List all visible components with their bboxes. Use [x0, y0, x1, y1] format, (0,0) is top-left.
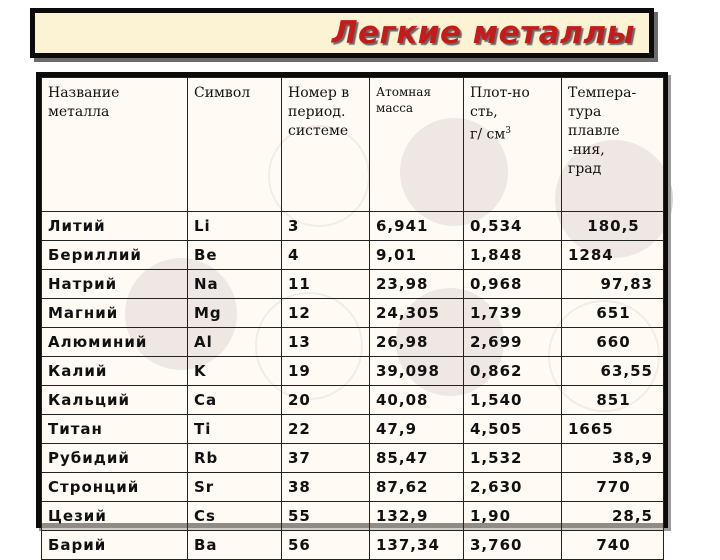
- cell-symbol: Li: [188, 212, 282, 241]
- cell-mass: 6,941: [370, 212, 464, 241]
- header-mass: Атомная масса: [370, 78, 464, 212]
- cell-name: Стронций: [42, 473, 188, 502]
- cell-number: 56: [282, 531, 370, 560]
- cell-melting: 660: [562, 328, 664, 357]
- cell-melting: 38,9: [562, 444, 664, 473]
- cell-number: 3: [282, 212, 370, 241]
- cell-number: 12: [282, 299, 370, 328]
- cell-number: 4: [282, 241, 370, 270]
- cell-density: 2,699: [464, 328, 562, 357]
- table-row: [42, 357, 664, 386]
- cell-mass: 39,098: [370, 357, 464, 386]
- header-name: Название металла: [42, 78, 188, 212]
- cell-mass: 26,98: [370, 328, 464, 357]
- cell-name: Цезий: [42, 502, 188, 531]
- cell-density: 0,534: [464, 212, 562, 241]
- cell-melting: 770: [562, 473, 664, 502]
- cell-symbol: Mg: [188, 299, 282, 328]
- cell-density: 1,90: [464, 502, 562, 531]
- cell-name: Рубидий: [42, 444, 188, 473]
- table-row: [42, 270, 664, 299]
- cell-mass: 40,08: [370, 386, 464, 415]
- table-row: [42, 328, 664, 357]
- cell-symbol: Al: [188, 328, 282, 357]
- cell-name: Литий: [42, 212, 188, 241]
- table-row: [42, 212, 664, 241]
- table-row: [42, 299, 664, 328]
- table-row: [42, 241, 664, 270]
- cell-number: 13: [282, 328, 370, 357]
- header-melting: Темпера- тура плавле -ния, град: [562, 78, 664, 212]
- cell-name: Натрий: [42, 270, 188, 299]
- cell-name: Калий: [42, 357, 188, 386]
- cell-melting: 651: [562, 299, 664, 328]
- cell-symbol: Sr: [188, 473, 282, 502]
- cell-name: Магний: [42, 299, 188, 328]
- cell-mass: 24,305: [370, 299, 464, 328]
- cell-name: Бериллий: [42, 241, 188, 270]
- cell-symbol: Ba: [188, 531, 282, 560]
- cell-melting: 1665: [562, 415, 664, 444]
- cell-density: 1,739: [464, 299, 562, 328]
- cell-symbol: Ca: [188, 386, 282, 415]
- cell-symbol: Rb: [188, 444, 282, 473]
- cell-number: 55: [282, 502, 370, 531]
- cell-mass: 87,62: [370, 473, 464, 502]
- cell-density: 0,862: [464, 357, 562, 386]
- header-number: Номер в период. системе: [282, 78, 370, 212]
- cell-number: 19: [282, 357, 370, 386]
- cell-density: 4,505: [464, 415, 562, 444]
- cell-density: 2,630: [464, 473, 562, 502]
- cell-symbol: K: [188, 357, 282, 386]
- metals-table-frame: [36, 72, 668, 554]
- cell-symbol: Be: [188, 241, 282, 270]
- cell-number: 11: [282, 270, 370, 299]
- cell-symbol: Ti: [188, 415, 282, 444]
- cell-density: 1,532: [464, 444, 562, 473]
- cell-name: Барий: [42, 531, 188, 560]
- table-row: [42, 502, 664, 531]
- cell-melting: 851: [562, 386, 664, 415]
- cell-density: 0,968: [464, 270, 562, 299]
- cell-melting: 63,55: [562, 357, 664, 386]
- table-row: [42, 415, 664, 444]
- cell-mass: 47,9: [370, 415, 464, 444]
- cell-melting: 1284: [562, 241, 664, 270]
- table-row: [42, 473, 664, 502]
- table-header-row: [42, 78, 664, 212]
- cell-density: 1,540: [464, 386, 562, 415]
- metals-table: [41, 77, 664, 560]
- cell-number: 38: [282, 473, 370, 502]
- header-symbol: Символ: [188, 78, 282, 212]
- cell-melting: 180,5: [562, 212, 664, 241]
- cell-mass: 132,9: [370, 502, 464, 531]
- header-density: Плот-но сть, г/ $см^3$: [464, 78, 562, 212]
- cell-symbol: Cs: [188, 502, 282, 531]
- cell-melting: 740: [562, 531, 664, 560]
- cell-mass: 9,01: [370, 241, 464, 270]
- table-row: [42, 386, 664, 415]
- cell-melting: 28,5: [562, 502, 664, 531]
- cell-density: 1,848: [464, 241, 562, 270]
- cell-number: 22: [282, 415, 370, 444]
- table-row: [42, 444, 664, 473]
- title-banner: [30, 8, 654, 58]
- cell-name: Алюминий: [42, 328, 188, 357]
- cell-density: 3,760: [464, 531, 562, 560]
- cell-name: Кальций: [42, 386, 188, 415]
- page-title: Легкие металлы: [331, 15, 635, 51]
- cell-mass: 85,47: [370, 444, 464, 473]
- cell-number: 20: [282, 386, 370, 415]
- cell-melting: 97,83: [562, 270, 664, 299]
- cell-mass: 23,98: [370, 270, 464, 299]
- cell-symbol: Na: [188, 270, 282, 299]
- cell-number: 37: [282, 444, 370, 473]
- cell-name: Титан: [42, 415, 188, 444]
- table-row: [42, 531, 664, 560]
- cell-mass: 137,34: [370, 531, 464, 560]
